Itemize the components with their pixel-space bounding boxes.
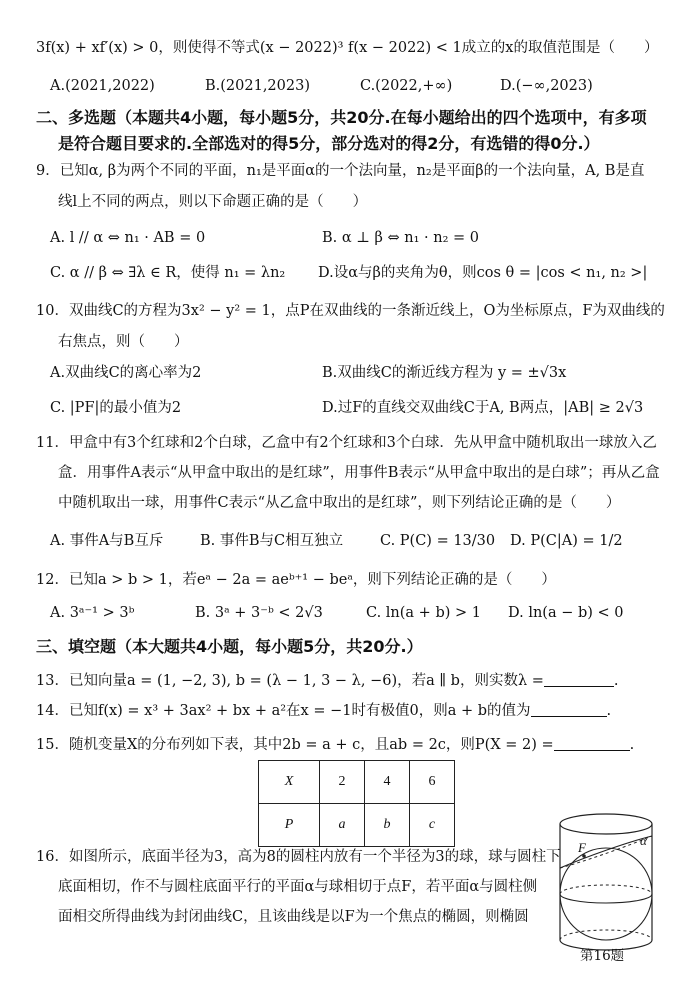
q11-option-a: A. 事件A与B互斥 xyxy=(50,533,164,549)
q13-end: . xyxy=(613,673,619,689)
q8-option-c: C.(2022,+∞) xyxy=(360,78,453,94)
q8-option-b: B.(2021,2023) xyxy=(205,78,310,94)
q9-options-row1 xyxy=(50,227,670,249)
q9-options-row2 xyxy=(50,262,670,284)
q9-option-d: D.设α与β的夹角为θ，则cos θ = |cos < n₁, n₂ >| xyxy=(318,265,648,281)
table-cell: b xyxy=(365,804,410,847)
q8-option-d: D.(−∞,2023) xyxy=(500,78,593,94)
q15-answer-blank[interactable] xyxy=(554,736,630,751)
table-cell: c xyxy=(410,804,455,847)
figure-label-f: F xyxy=(578,840,586,855)
q11-options xyxy=(50,530,670,552)
table-cell: 6 xyxy=(410,761,455,804)
table-row xyxy=(259,804,455,847)
table-cell: 4 xyxy=(365,761,410,804)
q10-option-d: D.过F的直线交双曲线C于A, B两点，|AB| ≥ 2√3 xyxy=(322,400,644,416)
distribution-table xyxy=(258,760,455,847)
q10-option-b: B.双曲线C的渐近线方程为 y = ±√3x xyxy=(322,365,567,381)
q11-option-c: C. P(C) = 13/30 xyxy=(380,533,496,549)
q11-line1: 11．甲盒中有3个红球和2个白球，乙盒中有2个红球和3个白球．先从甲盒中随机取出一球放入乙 xyxy=(36,435,657,451)
section-2-title-line2: 是符合题目要求的.全部选对的得5分，部分选对的得2分，有选错的得0分.） xyxy=(58,134,600,153)
q12-options xyxy=(50,602,670,624)
q13 xyxy=(36,670,619,692)
q16-line1: 16．如图所示，底面半径为3，高为8的圆柱内放有一个半径为3的球，球与圆柱下 xyxy=(36,849,561,865)
q10-line2: 右焦点，则（ ） xyxy=(58,334,189,350)
q12-line1: 12．已知a > b > 1，若eᵃ − 2a = aeᵇ⁺¹ − beᵃ，则下列结论正确的是（ ） xyxy=(36,572,556,588)
q12-option-d: D. ln(a − b) < 0 xyxy=(508,605,624,621)
q14-end: . xyxy=(606,703,612,719)
q10-option-a: A.双曲线C的离心率为2 xyxy=(50,365,202,381)
q11-line3: 中随机取出一球，用事件C表示“从乙盒中取出的是红球”，则下列结论正确的是（ ） xyxy=(58,495,621,511)
q11-option-d: D. P(C|A) = 1/2 xyxy=(510,533,623,549)
table-row xyxy=(259,761,455,804)
q9-option-a: A. l // α ⇔ n₁ · AB = 0 xyxy=(50,230,206,246)
q15-end: . xyxy=(629,737,635,753)
q9-option-c: C. α // β ⇔ ∃λ ∈ R，使得 n₁ = λn₂ xyxy=(50,265,286,281)
q10-options-row1 xyxy=(50,362,670,384)
section-2-title-line1: 二、多选题（本题共4小题，每小题5分，共20分.在每小题给出的四个选项中，有多项 xyxy=(36,108,647,127)
q8-stem: 3f(x) + xf′(x) > 0，则使得不等式(x − 2022)³ f(x − 2022) < 1成立的x的取值范围是（ ） xyxy=(36,40,659,56)
q10-line1: 10．双曲线C的方程为3x² − y² = 1，点P在双曲线的一条渐近线上，O为坐标原点，F为双曲线的 xyxy=(36,303,665,319)
table-cell: P xyxy=(259,804,320,847)
q8-option-a: A.(2021,2022) xyxy=(50,78,155,94)
section-3-title: 三、填空题（本大题共4小题，每小题5分，共20分.） xyxy=(36,637,423,656)
q8-options xyxy=(50,75,670,97)
q13-text: 13．已知向量a = (1, −2, 3), b = (λ − 1, 3 − λ, −6)，若a ∥ b，则实数λ = xyxy=(36,673,544,689)
q10-option-c: C. |PF|的最小值为2 xyxy=(50,400,182,416)
q9-option-b: B. α ⊥ β ⇔ n₁ · n₂ = 0 xyxy=(322,230,479,246)
q16-line2: 底面相切，作不与圆柱底面平行的平面α与球相切于点F，若平面α与圆柱侧 xyxy=(58,879,538,895)
table-cell: X xyxy=(259,761,320,804)
table-cell: a xyxy=(320,804,365,847)
q9-line1: 9．已知α, β为两个不同的平面，n₁是平面α的一个法向量，n₂是平面β的一个法向量，A, B是直 xyxy=(36,163,645,179)
q12-option-a: A. 3ᵃ⁻¹ > 3ᵇ xyxy=(50,605,135,621)
q14-answer-blank[interactable] xyxy=(531,702,607,717)
q13-answer-blank[interactable] xyxy=(544,672,614,687)
q12-option-b: B. 3ᵃ + 3⁻ᵇ < 2√3 xyxy=(195,605,323,621)
q16-line3: 面相交所得曲线为封闭曲线C，且该曲线是以F为一个焦点的椭圆，则椭圆 xyxy=(58,909,529,925)
q11-line2: 盒．用事件A表示“从甲盒中取出的是红球”，用事件B表示“从甲盒中取出的是白球”；再从乙盒 xyxy=(58,465,660,481)
q14 xyxy=(36,700,611,722)
q12-option-c: C. ln(a + b) > 1 xyxy=(366,605,481,621)
q14-text: 14．已知f(x) = x³ + 3ax² + bx + a²在x = −1时有极值0，则a + b的值为 xyxy=(36,703,531,719)
q11-option-b: B. 事件B与C相互独立 xyxy=(200,533,344,549)
figure-caption: 第16题 xyxy=(580,948,625,964)
table-cell: 2 xyxy=(320,761,365,804)
q10-options-row2 xyxy=(50,397,670,419)
figure-label-alpha: α xyxy=(640,833,647,848)
q15-text: 15．随机变量X的分布列如下表，其中2b = a + c，且ab = 2c，则P(X = 2) = xyxy=(36,737,554,753)
q9-line2: 线l上不同的两点，则以下命题正确的是（ ） xyxy=(58,194,368,210)
q15 xyxy=(36,734,634,756)
